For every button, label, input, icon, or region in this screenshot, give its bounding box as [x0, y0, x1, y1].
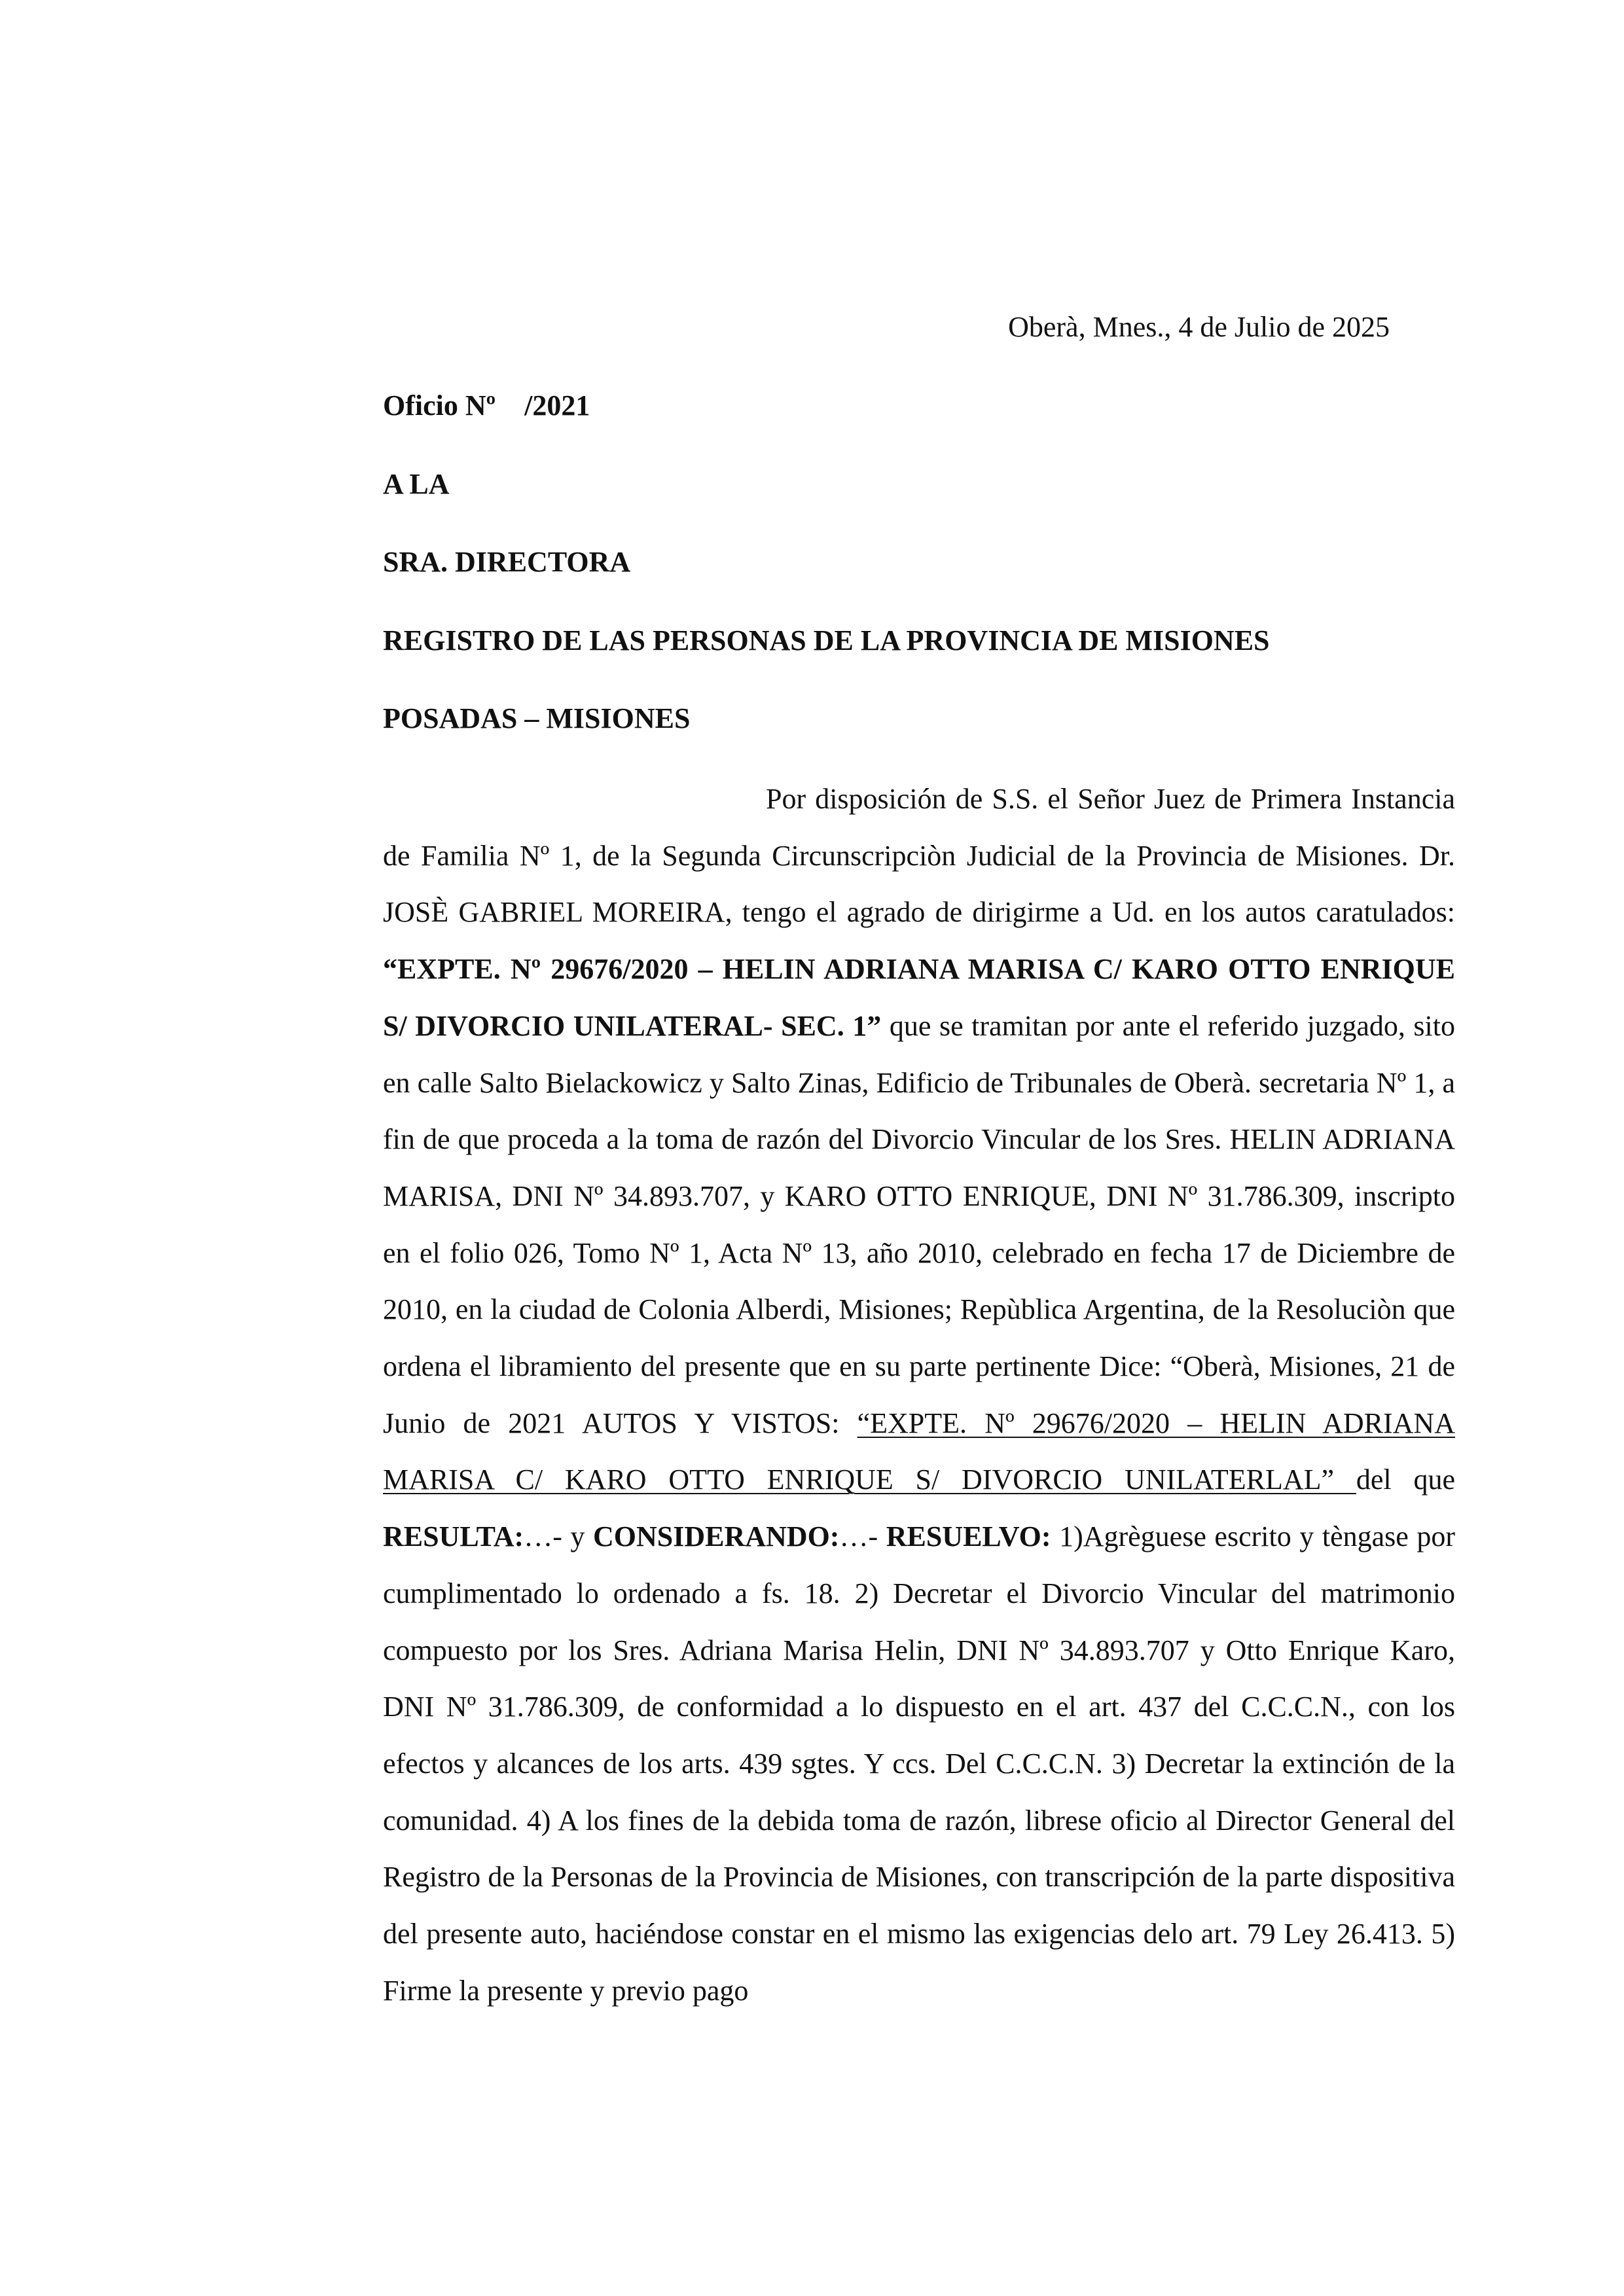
addressee-institution: REGISTRO DE LAS PERSONAS DE LA PROVINCIA DE MISIONES [383, 624, 1270, 656]
body-connector-2: …- y [524, 1520, 593, 1553]
addressee-title: SRA. DIRECTORA [383, 546, 631, 578]
case-title-quoted: “EXPTE. Nº 29676/2020 – HELIN ADRIANA MARISA C/ KARO OTTO ENRIQUE S/ DIVORCIO UNILATERLAL” [383, 1407, 1455, 1496]
considerando-label: CONSIDERANDO: [592, 1520, 840, 1553]
date-line: Oberà, Mnes., 4 de Julio de 2025 [1008, 311, 1390, 343]
body-details: que se tramitan por ante el referido juzgado, sito en calle Salto Bielackowicz y Salto Zinas, Edificio de Tribunales de Oberà. secretaria Nº 1, a fin de que proceda a la toma de razón del Divorcio Vincular de los Sres. HELIN ADRIANA MARISA, DNI Nº 34.893.707, y KARO OTTO ENRIQUE, DNI Nº 31.786.309, inscripto en el folio 026, Tomo Nº 1, Acta Nº 13, año 2010, celebrado en fecha 17 de Diciembre de 2010, en la ciudad de Colonia Alberdi, Misiones; Repùblica Argentina, de la Resoluciòn que ordena el libramiento del presente que en su parte pertinente Dice: “Oberà, Misiones, 21 de Junio de 2021 AUTOS Y VISTOS: [383, 1009, 1456, 1439]
resolution-text: 1)Agrèguese escrito y tèngase por cumplimentado lo ordenado a fs. 18. 2) Decretar el Divorcio Vincular del matrimonio compuesto por los Sres. Adriana Marisa Helin, DNI Nº 34.893.707 y Otto Enrique Karo, DNI Nº 31.786.309, de conformidad a lo dispuesto en el art. 437 del C.C.C.N., con los efectos y alcances de los arts. 439 sgtes. Y ccs. Del C.C.C.N. 3) Decretar la extinción de la comunidad. 4) A los fines de la debida toma de razón, librese oficio al Director General del Registro de la Personas de la Provincia de Misiones, con transcripción de la parte dispositiva del presente auto, haciéndose constar en el mismo las exigencias delo art. 79 Ley 26.413. 5) Firme la presente y previo pago [383, 1520, 1456, 2007]
addressee-location: POSADAS – MISIONES [383, 702, 691, 734]
resulta-label: RESULTA: [383, 1520, 524, 1553]
oficio-number: Oficio Nº /2021 [383, 389, 590, 422]
addressee-prefix: A LA [383, 468, 450, 500]
resuelvo-label: RESUELVO: [886, 1520, 1051, 1553]
body-connector-3: …- [839, 1520, 886, 1553]
letter-body [383, 771, 1455, 2019]
body-connector-1: del que [1356, 1463, 1455, 1496]
body-intro: Por disposición de S.S. el Señor Juez de Primera Instancia de Familia Nº 1, de la Segunda Circunscripciòn Judicial de la Provincia de Misiones. Dr. JOSÈ GABRIEL MOREIRA, tengo el agrado de dirigirme a Ud. en los autos caratulados: [383, 783, 1455, 929]
case-title: “EXPTE. Nº 29676/2020 – HELIN ADRIANA MARISA C/ KARO OTTO ENRIQUE S/ DIVORCIO UNILATERAL- SEC. 1” [383, 953, 1455, 1042]
